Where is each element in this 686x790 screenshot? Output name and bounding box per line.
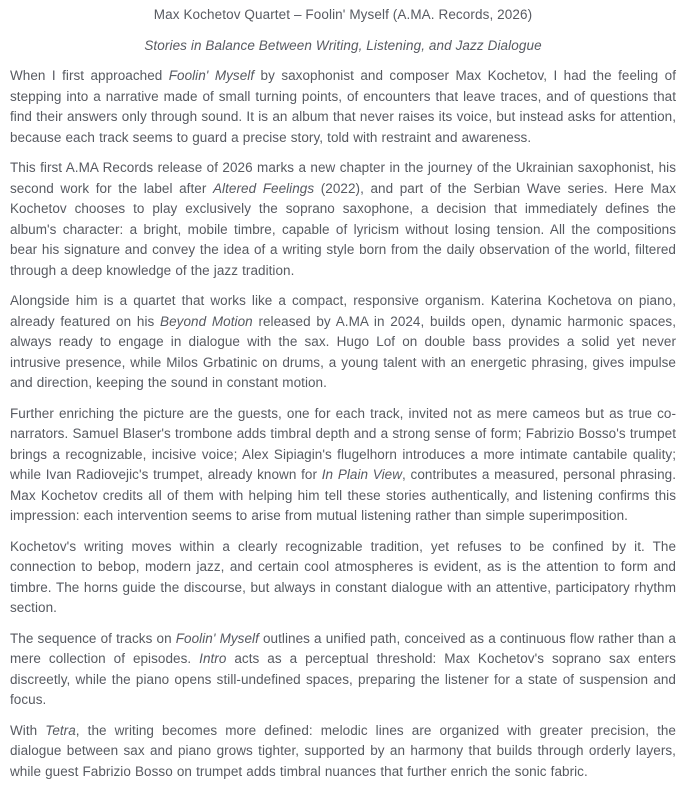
italic-text-run: Tetra <box>45 722 76 738</box>
italic-text-run: Foolin' Myself <box>168 68 255 83</box>
paragraph <box>10 291 676 394</box>
article-subtitle: Stories in Balance Between Writing, Listening, and Jazz Dialogue <box>144 37 542 53</box>
italic-text-run: Beyond Motion <box>160 313 253 329</box>
paragraph <box>10 537 676 619</box>
text-run: by saxophonist and composer Max Kochetov, I had the feeling of stepping into a narrative made of small turning points, of encounters that leave traces, and of questions that find their answers only through sound. It is an album that never raises its voice, but instead asks for attention, because each track seems to guard a precise story, told with restraint and awareness. <box>10 68 676 145</box>
text-run: released by A.MA in 2024, builds open, dynamic harmonic spaces, always ready to engage in dialogue with the sax. Hugo Lof on double bass provides a solid yet never intrusive presence, while Milos Grbatinic on drums, a young talent with an energetic phrasing, gives impulse and direction, keeping the sound in constant motion. <box>10 313 676 390</box>
text-run: This first A.MA Records release of 2026 marks a new chapter in the journey of the Ukrainian saxophonist, his second work for the label after <box>10 160 676 196</box>
paragraph <box>10 66 676 148</box>
paragraph <box>10 629 676 711</box>
paragraph <box>10 404 676 527</box>
italic-text-run: Intro <box>199 651 227 666</box>
text-run: The sequence of tracks on <box>10 630 176 646</box>
text-run: With <box>10 722 46 738</box>
text-run: Alongside him is a quartet that works like a compact, responsive organism. Katerina Kochetova on piano, already featured on his <box>10 293 676 329</box>
text-run: Kochetov's writing moves within a clearly recognizable tradition, yet refuses to be confined by it. The connection to bebop, modern jazz, and certain cool atmospheres is evident, as is the attention to form and timbre. The horns guide the discourse, but always in constant dialogue with an attentive, participatory rhythm section. <box>10 538 676 615</box>
italic-text-run: Altered Feelings <box>213 180 315 196</box>
text-run: , contributes a measured, personal phrasing. Max Kochetov credits all of them with helping him tell these stories authentically, and listening confirms this impression: each intervention seems to arise from mutual listening rather than simple superimposition. <box>10 467 676 523</box>
text-run: acts as a perceptual threshold: Max Kochetov's soprano sax enters discreetly, while the piano opens still-undefined spaces, preparing the listener for a state of suspension and focus. <box>10 651 676 707</box>
text-run: , the writing becomes more defined: melodic lines are organized with greater precision, the dialogue between sax and piano grows tighter, supported by an harmony that builds through orderly layers, while guest Fabrizio Bosso on trumpet adds timbral nuances that further enrich the sonic fabric. <box>10 722 676 779</box>
text-run: When I first approached <box>10 68 169 83</box>
paragraph <box>10 721 676 783</box>
text-run: (2022), and part of the Serbian Wave series. Here Max Kochetov chooses to play exclusively the soprano saxophone, a decision that immediately defines the album's character: a bright, mobile timbre, capable of lyricism without losing tension. All the compositions bear his signature and convey the idea of a writing style born from the daily observation of the world, filtered through a deep knowledge of the jazz tradition. <box>10 180 677 278</box>
text-run: Further enriching the picture are the guests, one for each track, invited not as mere cameos but as true co-narrators. Samuel Blaser's trombone adds timbral depth and a strong sense of form; Fabrizio Bosso's trumpet brings a recognizable, incisive voice; Alex Sipiagin's flugelhorn introduces a more intimate cantabile quality; while Ivan Radiovejic's trumpet, already known for <box>10 405 676 482</box>
paragraph <box>10 158 676 281</box>
article-title: Max Kochetov Quartet – Foolin' Myself (A.MA. Records, 2026) <box>153 7 533 22</box>
italic-text-run: In Plain View <box>321 467 403 482</box>
article-body <box>10 66 676 782</box>
italic-text-run: Foolin' Myself <box>175 630 259 646</box>
text-run: outlines a unified path, conceived as a continuous flow rather than a mere collection of episodes. <box>10 630 676 666</box>
